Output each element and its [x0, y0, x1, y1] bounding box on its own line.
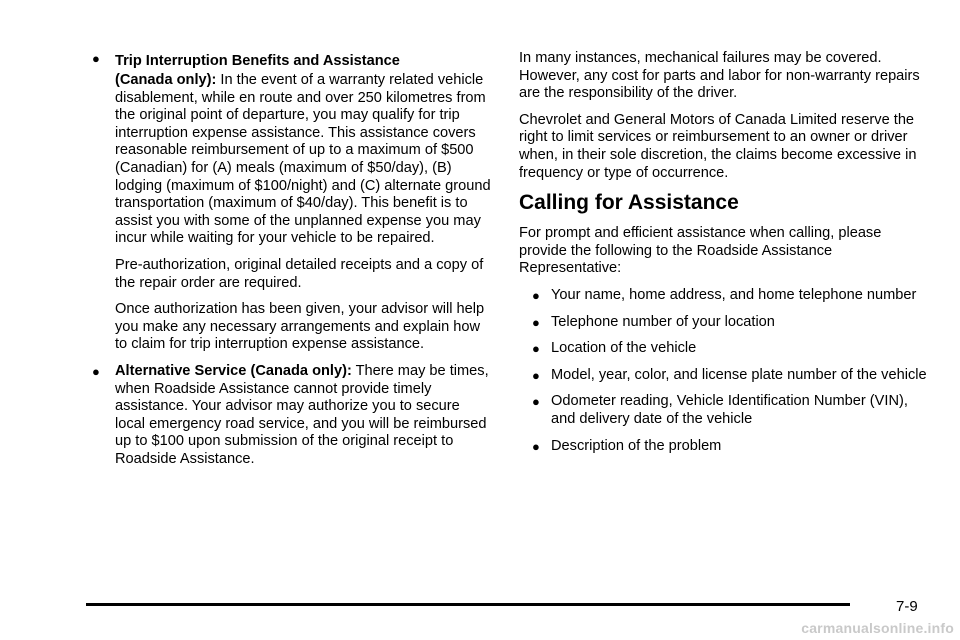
bullet-dot: ● [532, 287, 540, 303]
left-column [92, 50, 492, 477]
section-heading: Calling for Assistance [519, 191, 739, 215]
bullet-lead-cont: (Canada only): [115, 72, 217, 88]
list-item: ● Your name, home address, and home telephone number [532, 286, 917, 303]
paragraph-reserve-right: Chevrolet and General Motors of Canada Limited reserve the right to limit services or reimbursement to an owner or driver when, in their sole discretion, the claims become excessive in frequency or type of occurrence. [519, 111, 917, 181]
paragraph-preauth: Pre-authorization, original detailed receipts and a copy of the repair order are required. [115, 256, 484, 291]
bullet-text: In the event of a warranty related vehicle disablement, while en route and over 250 kilometres from the original point of departure, you may qualify for trip interruption expense assistance. This assistance covers reasonable reimbursement of up to a maximum of $500 (Canadian) for (A) meals (maximum of $50/day), (B) lodging (maximum of $100/night) and (C) alternate ground transportation (maximum of $40/day). This benefit is to assist you with some of the unplanned expense you may incur while waiting for your vehicle to be repaired. [115, 72, 491, 247]
paragraph-mechanical: In many instances, mechanical failures may be covered. However, any cost for parts and labor for non-warranty repairs are the responsibility of the driver. [519, 50, 920, 102]
bullet-dot: ● [532, 314, 540, 330]
page-number: 7-9 [896, 598, 918, 615]
footer-rule [86, 603, 850, 606]
bullet-alternative-service [92, 363, 492, 469]
paragraph-authorization: Once authorization has been given, your advisor will help you make any necessary arrangements and explain how to claim for trip interruption expense assistance. [115, 301, 485, 353]
right-column [519, 50, 929, 464]
bullet-dot: ● [92, 363, 100, 379]
bullet-lead: Alternative Service (Canada only): [115, 362, 352, 379]
bullet-lead: Trip Interruption Benefits and Assistance [115, 53, 400, 69]
bullet-dot: ● [532, 367, 540, 383]
list-item: ● Description of the problem [532, 437, 722, 454]
watermark: carmanualsonline.info [801, 620, 954, 636]
list-item: ● Odometer reading, Vehicle Identification Number (VIN), and delivery date of the vehicle [532, 393, 908, 427]
bullet-dot: ● [532, 438, 540, 454]
bullet-dot: ● [532, 394, 540, 410]
list-item: ● Telephone number of your location [532, 313, 775, 330]
bullet-dot: ● [92, 51, 100, 66]
bullet-dot: ● [532, 341, 540, 357]
bullet-text: There may be times, when Roadside Assistance cannot provide timely assistance. Your advisor may authorize you to secure local emergency road service, and you will be reimbursed up to $100 upon submission of the original receipt to Roadside Assistance. [115, 362, 489, 467]
paragraph-intro: For prompt and efficient assistance when calling, please provide the following to the Roadside Assistance Representative: [519, 225, 882, 277]
list-item: ● Model, year, color, and license plate number of the vehicle [532, 366, 927, 383]
bullet-trip-interruption [92, 50, 492, 248]
list-item: ● Location of the vehicle [532, 340, 697, 357]
